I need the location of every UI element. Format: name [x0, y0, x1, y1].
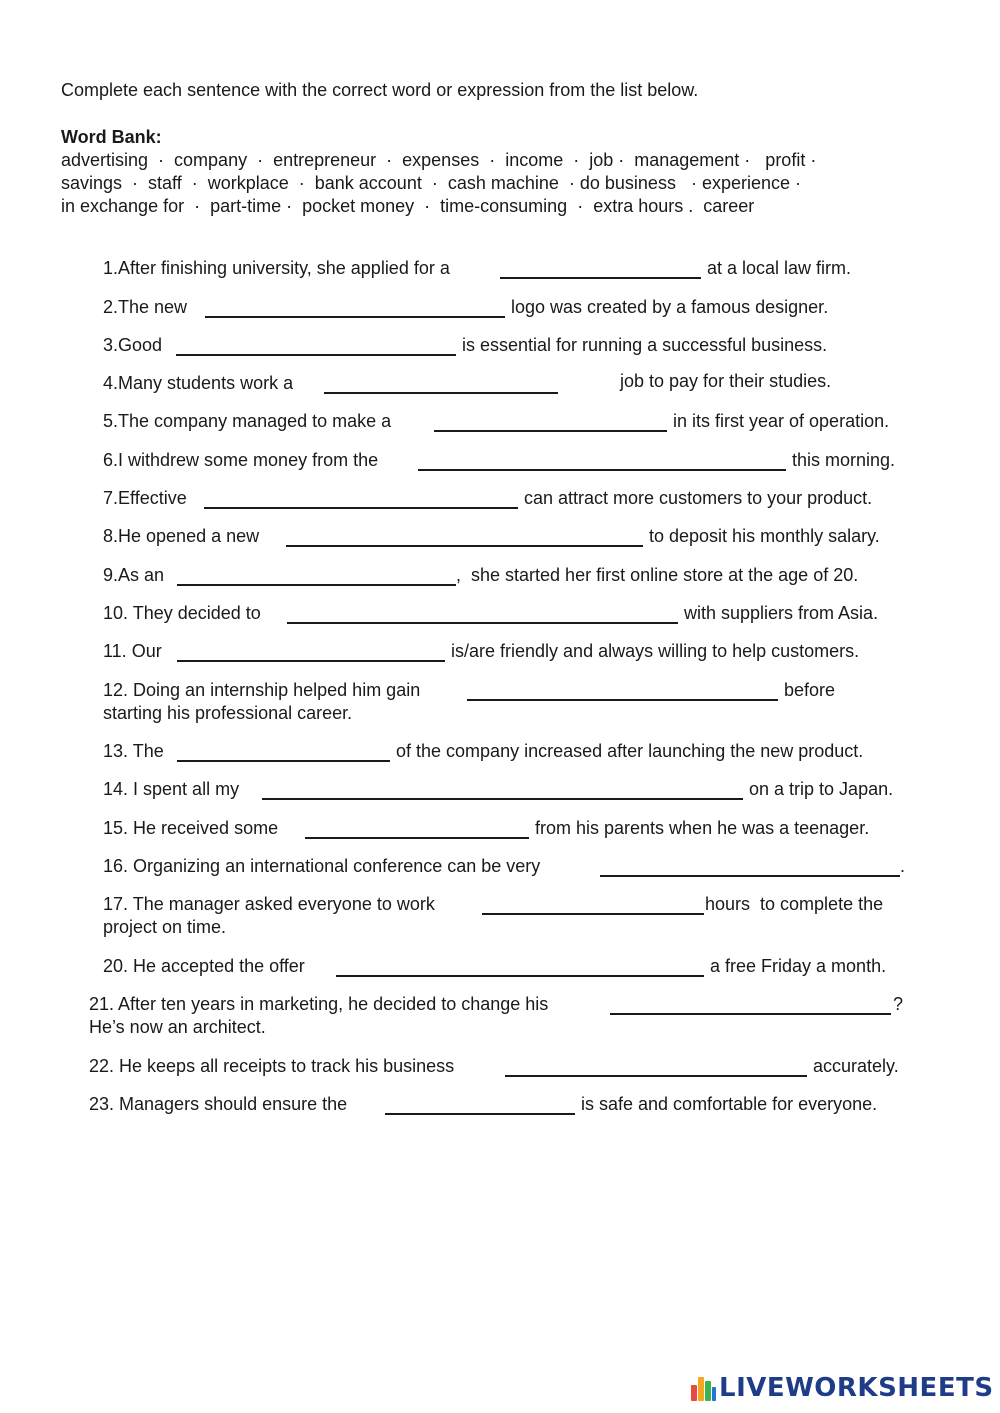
instructions: Complete each sentence with the correct word or expression from the list below.	[61, 80, 699, 100]
sentence-text: can attract more customers to your product.	[524, 488, 873, 508]
sentence-text: on a trip to Japan.	[749, 779, 894, 799]
sentence-text: 16. Organizing an international conference can be very	[103, 856, 541, 876]
word-bank-title: Word Bank:	[61, 127, 162, 147]
sentence-text: 23. Managers should ensure the	[89, 1094, 348, 1114]
sentence-text: 7.Effective	[103, 488, 187, 508]
sentence-text: in its first year of operation.	[673, 411, 890, 431]
sentence-text: 22. He keeps all receipts to track his business	[89, 1056, 455, 1076]
sentence-text: 10. They decided to	[103, 603, 261, 623]
word-bank-line: in exchange for · part-time · pocket money · time-consuming · extra hours . career	[61, 196, 755, 216]
sentence-text: from his parents when he was a teenager.	[535, 818, 870, 838]
sentence-text: this morning.	[792, 450, 896, 470]
sentence-text: 5.The company managed to make a	[103, 411, 392, 431]
sentence-text: a free Friday a month.	[710, 956, 887, 976]
sentence-continuation: starting his professional career.	[103, 703, 353, 723]
sentence-text: 9.As an	[103, 565, 165, 585]
answer-blank-10[interactable]	[287, 602, 678, 624]
sentence-text: 13. The	[103, 741, 164, 761]
sentence-text: job to pay for their studies.	[620, 371, 832, 391]
word-bank-line: savings · staff · workplace · bank account · cash machine · do business · experience ·	[61, 173, 801, 193]
sentence-text: is essential for running a successful business.	[462, 335, 828, 355]
sentence-text: .	[900, 856, 906, 876]
answer-blank-20[interactable]	[336, 955, 704, 977]
sentence-text: 15. He received some	[103, 818, 279, 838]
answer-blank-12[interactable]	[467, 679, 778, 701]
answer-blank-22[interactable]	[505, 1055, 807, 1077]
answer-blank-17[interactable]	[482, 893, 704, 915]
answer-blank-11[interactable]	[177, 640, 445, 662]
sentence-text: ?	[893, 994, 904, 1014]
word-bank-line: advertising · company · entrepreneur · expenses · income · job · management · profit ·	[61, 150, 817, 170]
answer-blank-14[interactable]	[262, 778, 743, 800]
answer-blank-5[interactable]	[434, 410, 667, 432]
answer-blank-13[interactable]	[177, 740, 390, 762]
answer-blank-16[interactable]	[600, 855, 900, 877]
answer-blank-3[interactable]	[176, 334, 456, 356]
sentence-text: is safe and comfortable for everyone.	[581, 1094, 878, 1114]
sentence-text: 20. He accepted the offer	[103, 956, 305, 976]
sentence-text: hours to complete the	[705, 894, 884, 914]
answer-blank-8[interactable]	[286, 525, 643, 547]
sentence-text: 6.I withdrew some money from the	[103, 450, 379, 470]
sentence-text: before	[784, 680, 836, 700]
sentence-text: to deposit his monthly salary.	[649, 526, 880, 546]
sentence-text: 21. After ten years in marketing, he decided to change his	[89, 994, 549, 1014]
sentence-continuation: He’s now an architect.	[89, 1017, 266, 1037]
sentence-text: logo was created by a famous designer.	[511, 297, 829, 317]
sentence-text: accurately.	[813, 1056, 899, 1076]
sentence-text: 14. I spent all my	[103, 779, 240, 799]
sentence-text: 12. Doing an internship helped him gain	[103, 680, 421, 700]
liveworksheets-logo-icon	[691, 1377, 717, 1401]
answer-blank-6[interactable]	[418, 449, 786, 471]
sentence-text: 2.The new	[103, 297, 188, 317]
answer-blank-9[interactable]	[177, 564, 456, 586]
sentence-text: 11. Our	[103, 641, 162, 661]
sentence-text: 17. The manager asked everyone to work	[103, 894, 435, 914]
sentence-text: with suppliers from Asia.	[684, 603, 879, 623]
answer-blank-7[interactable]	[204, 487, 518, 509]
sentence-text: at a local law firm.	[707, 258, 852, 278]
answer-blank-15[interactable]	[305, 817, 529, 839]
sentence-text: 3.Good	[103, 335, 163, 355]
sentence-text: of the company increased after launching the new product.	[396, 741, 864, 761]
sentence-text: 4.Many students work a	[103, 373, 294, 393]
answer-blank-23[interactable]	[385, 1093, 575, 1115]
answer-blank-2[interactable]	[205, 296, 505, 318]
sentence-text: , she started her first online store at the age of 20.	[456, 565, 859, 585]
answer-blank-21[interactable]	[610, 993, 891, 1015]
sentence-text: 8.He opened a new	[103, 526, 260, 546]
sentence-text: is/are friendly and always willing to help customers.	[451, 641, 860, 661]
answer-blank-1[interactable]	[500, 257, 701, 279]
sentence-text: 1.After finishing university, she applied for a	[103, 258, 450, 278]
sentence-continuation: project on time.	[103, 917, 227, 937]
answer-blank-4[interactable]	[324, 372, 558, 394]
logo-text: LIVEWORKSHEETS	[719, 1373, 994, 1403]
